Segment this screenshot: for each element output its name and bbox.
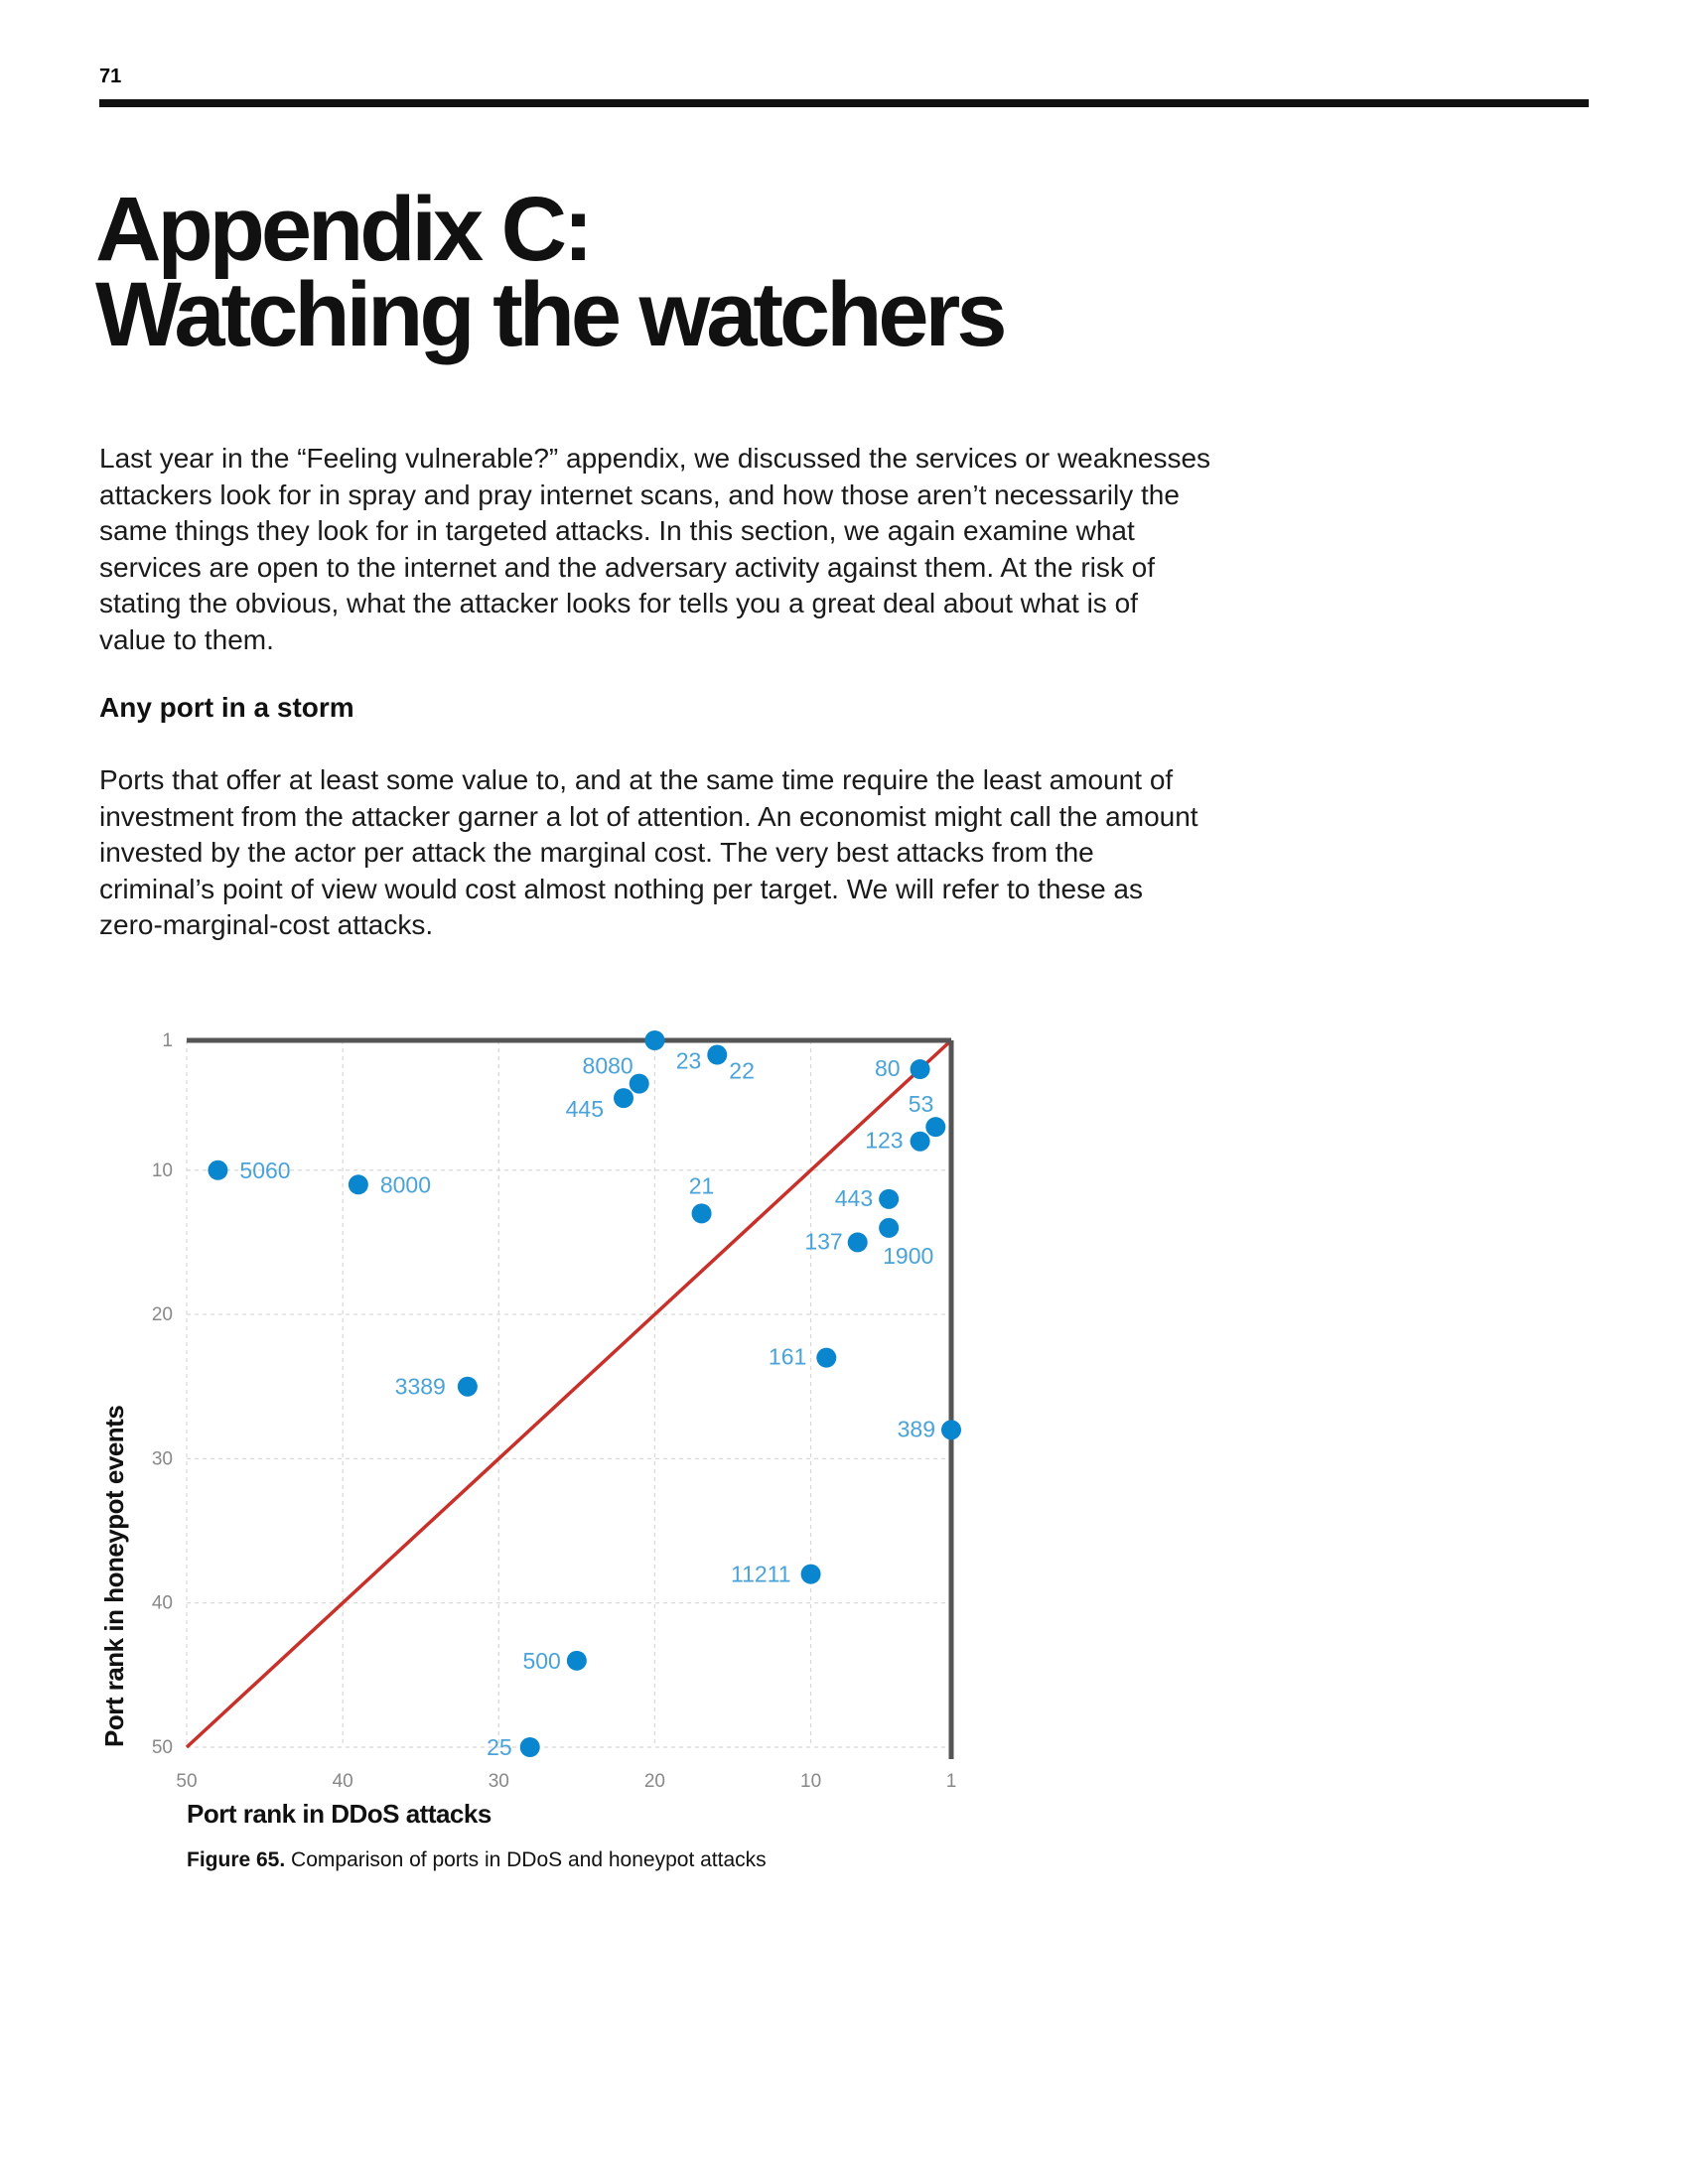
- y-tick-label: 40: [151, 1592, 173, 1614]
- point-label: 8000: [379, 1171, 432, 1198]
- title-line-2: Watching the watchers: [95, 264, 1004, 365]
- point-label: 11211: [731, 1561, 791, 1587]
- x-axis-ticks: [176, 1771, 956, 1792]
- section-heading: Any port in a storm: [99, 692, 354, 723]
- figure-label: Figure 65.: [187, 1848, 286, 1871]
- data-point: [816, 1348, 836, 1368]
- x-tick-label: 1: [945, 1771, 957, 1792]
- x-tick-label: 30: [488, 1771, 509, 1792]
- point-label: 443: [834, 1184, 874, 1211]
- data-point: [879, 1189, 899, 1209]
- data-point: [644, 1030, 664, 1050]
- point-label: 25: [487, 1734, 512, 1760]
- intro-paragraph: Last year in the “Feeling vulnerable?” appendix, we discussed the services or weaknesses attackers look for in spray and pray internet scans, and how those aren’t necessarily the same things they look for in targeted attacks. In this section, we again examine what services are open to the internet and the adversary activity against them. At the risk of stating the obvious, what the attacker looks for tells you a great deal about what is of value to them.: [99, 443, 1211, 655]
- point-label: 8080: [582, 1052, 633, 1079]
- figure-caption: [187, 1848, 767, 1872]
- data-point: [349, 1174, 368, 1194]
- x-tick-label: 20: [643, 1771, 665, 1792]
- data-point: [879, 1218, 899, 1238]
- point-label: 21: [688, 1172, 715, 1199]
- data-point: [941, 1420, 961, 1439]
- data-point: [848, 1232, 868, 1252]
- x-tick-label: 50: [176, 1771, 198, 1792]
- point-label: 1900: [883, 1242, 934, 1269]
- page-number: 71: [99, 66, 122, 87]
- point-label: 22: [729, 1057, 755, 1084]
- point-label: 3389: [394, 1373, 446, 1400]
- data-point: [520, 1737, 540, 1757]
- data-point: [925, 1117, 945, 1137]
- y-tick-label: 30: [151, 1448, 173, 1470]
- y-axis-ticks: [152, 1030, 173, 1758]
- data-point: [911, 1132, 930, 1152]
- section-paragraph: Ports that offer at least some value to, and at the same time require the least amount of investment from the attacker garner a lot of attention. An economist might call the amount invested by the actor per attack the marginal cost. The very best attacks from the criminal’s point of view would cost almost nothing per target. We will refer to these as zero-marginal-cost attacks.: [99, 764, 1198, 940]
- figure-caption-text: Comparison of ports in DDoS and honeypot attacks: [291, 1848, 767, 1871]
- point-label: 123: [865, 1127, 904, 1154]
- point-label: 5060: [239, 1157, 291, 1183]
- data-points: [208, 1030, 961, 1760]
- data-point: [911, 1059, 930, 1079]
- point-label: 445: [565, 1096, 604, 1123]
- point-label: 80: [874, 1055, 901, 1082]
- x-axis-title: Port rank in DDoS attacks: [187, 1799, 492, 1829]
- y-tick-label: 1: [162, 1030, 173, 1051]
- y-tick-label: 10: [151, 1160, 173, 1181]
- page-title: [95, 179, 1004, 365]
- title-line-1: Appendix C:: [95, 179, 590, 280]
- point-label: 500: [522, 1647, 561, 1674]
- data-point: [614, 1088, 633, 1108]
- point-label: 137: [804, 1228, 843, 1255]
- port-rank-scatter-chart: [0, 993, 993, 1846]
- x-tick-label: 40: [332, 1771, 353, 1792]
- data-point: [208, 1160, 227, 1180]
- data-point: [458, 1377, 478, 1397]
- diagonal-reference-line: [187, 1040, 951, 1747]
- header-rule: [99, 99, 1589, 107]
- point-label: 161: [768, 1343, 807, 1370]
- data-point: [567, 1651, 587, 1671]
- data-point: [692, 1203, 712, 1223]
- data-point: [801, 1565, 821, 1584]
- x-tick-label: 10: [800, 1771, 822, 1792]
- point-label: 389: [897, 1416, 935, 1442]
- y-tick-label: 20: [151, 1304, 173, 1326]
- data-point: [707, 1045, 727, 1065]
- y-tick-label: 50: [151, 1737, 173, 1758]
- point-label: 23: [675, 1047, 702, 1074]
- y-axis-title: Port rank in honeypot events: [99, 1405, 129, 1747]
- point-label: 53: [908, 1091, 934, 1118]
